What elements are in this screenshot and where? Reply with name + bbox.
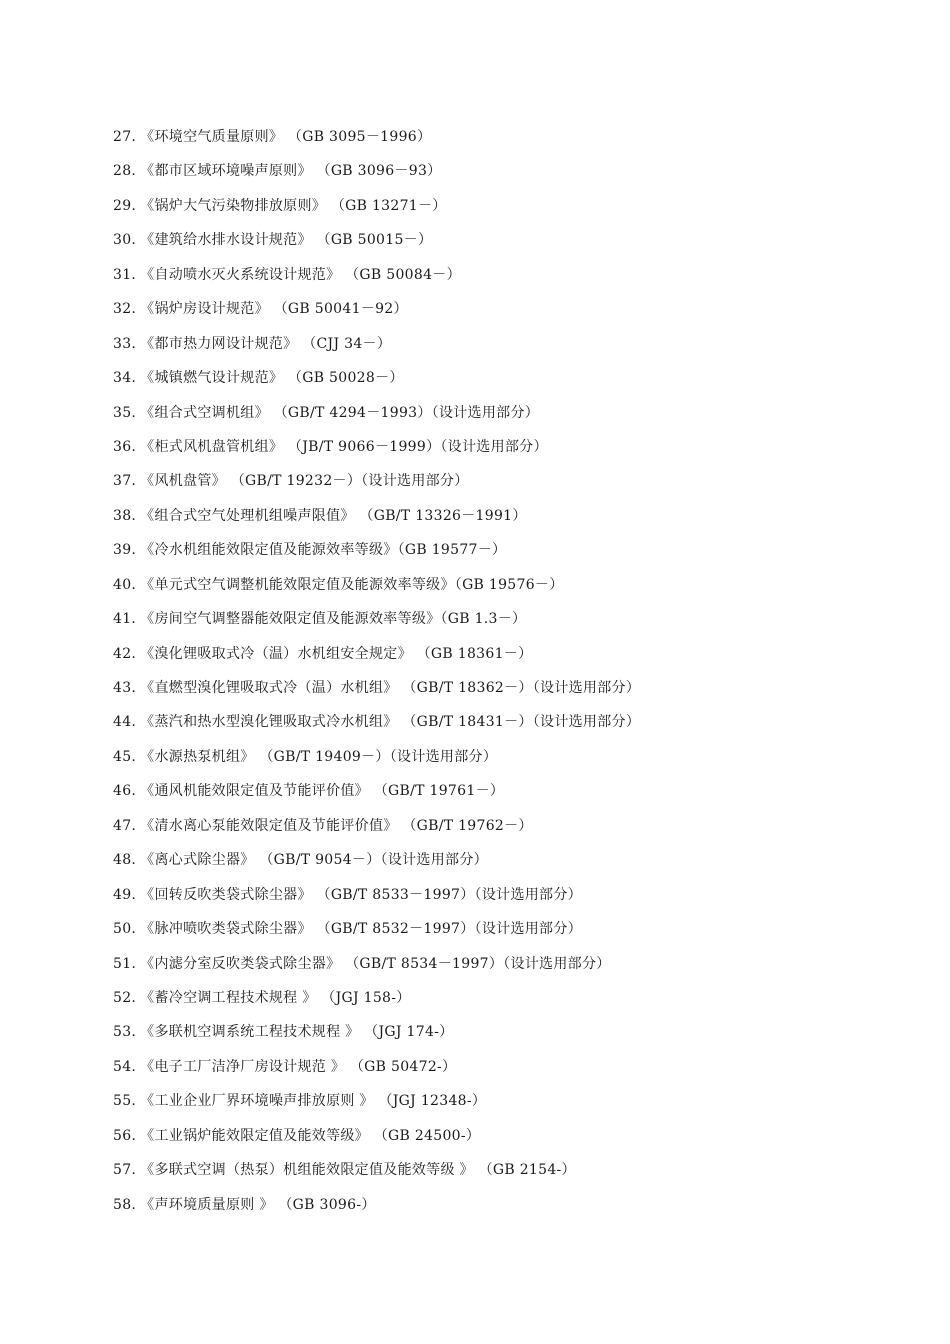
list-item xyxy=(113,158,640,192)
item-text: 《水源热泵机组》 （GB/T 19409－）（设计选用部分） xyxy=(140,748,498,765)
item-number: 44. xyxy=(113,714,137,731)
item-text: 《冷水机组能效限定值及能源效率等级》（GB 19577－） xyxy=(140,542,507,559)
item-number: 36. xyxy=(113,438,137,455)
list-item xyxy=(113,1088,640,1122)
item-text: 《城镇燃气设计规范》 （GB 50028－） xyxy=(140,370,404,387)
item-text: 《回转反吹类袋式除尘器》 （GB/T 8533－1997）（设计选用部分） xyxy=(140,886,582,903)
item-text: 《多联机空调系统工程技术规程 》 （JGJ 174-） xyxy=(140,1024,454,1041)
list-item xyxy=(113,641,640,675)
list-item xyxy=(113,1157,640,1191)
item-text: 《自动喷水灭火系统设计规范》 （GB 50084－） xyxy=(140,266,461,283)
list-item xyxy=(113,1192,640,1226)
item-number: 43. xyxy=(113,680,137,696)
list-item xyxy=(113,675,640,709)
list-item xyxy=(113,951,640,985)
list-item xyxy=(113,262,640,296)
list-item xyxy=(113,296,640,330)
list-item xyxy=(113,503,640,537)
item-text: 《离心式除尘器》 （GB/T 9054－）（设计选用部分） xyxy=(140,852,488,869)
item-text: 《工业锅炉能效限定值及能效等级》 （GB 24500-） xyxy=(140,1127,481,1144)
item-text: 《锅炉大气污染物排放原则》 （GB 13271－） xyxy=(140,197,447,214)
item-text: 《建筑给水排水设计规范》 （GB 50015－） xyxy=(140,232,433,249)
item-number: 47. xyxy=(113,817,137,834)
item-number: 50. xyxy=(113,921,137,938)
list-item xyxy=(113,985,640,1019)
item-text: 《环境空气质量原则》 （GB 3095－1996） xyxy=(140,129,432,145)
item-text: 《脉冲喷吹类袋式除尘器》 （GB/T 8532－1997）（设计选用部分） xyxy=(140,921,582,938)
item-number: 42. xyxy=(113,645,137,662)
item-text: 《电子工厂洁净厂房设计规范 》 （GB 50472-） xyxy=(140,1058,457,1075)
item-text: 《锅炉房设计规范》 （GB 50041－92） xyxy=(140,301,408,318)
item-text: 《都市热力网设计规范》 （CJJ 34－） xyxy=(140,335,392,352)
list-item xyxy=(113,847,640,881)
list-item xyxy=(113,709,640,743)
list-item xyxy=(113,916,640,950)
item-text: 《组合式空气处理机组噪声限值》 （GB/T 13326－1991） xyxy=(140,507,527,524)
item-number: 32. xyxy=(113,301,137,318)
item-text: 《蓄冷空调工程技术规程 》 （JGJ 158-） xyxy=(140,989,411,1006)
item-number: 34. xyxy=(113,370,137,387)
item-text: 《都市区域环境噪声原则》 （GB 3096－93） xyxy=(140,163,442,180)
item-number: 28. xyxy=(113,163,137,180)
item-number: 58. xyxy=(113,1196,137,1213)
item-text: 《房间空气调整器能效限定值及能源效率等级》（GB 1.3－） xyxy=(140,611,527,628)
list-item xyxy=(113,365,640,399)
item-number: 40. xyxy=(113,576,137,593)
item-number: 52. xyxy=(113,989,137,1006)
item-number: 29. xyxy=(113,197,137,214)
item-text: 《多联式空调（热泵）机组能效限定值及能效等级 》 （GB 2154-） xyxy=(140,1162,576,1179)
list-item xyxy=(113,778,640,812)
list-item xyxy=(113,1054,640,1088)
item-number: 45. xyxy=(113,748,137,765)
standards-list xyxy=(113,124,640,1226)
item-text: 《清水离心泵能效限定值及节能评价值》 （GB/T 19762－） xyxy=(140,817,533,834)
item-number: 31. xyxy=(113,266,137,283)
item-text: 《通风机能效限定值及节能评价值》 （GB/T 19761－） xyxy=(140,783,505,800)
item-text: 《蒸汽和热水型溴化锂吸取式冷水机组》 （GB/T 18431－）（设计选用部分） xyxy=(140,714,641,731)
list-item xyxy=(113,744,640,778)
list-item xyxy=(113,813,640,847)
item-number: 54. xyxy=(113,1058,137,1075)
list-item xyxy=(113,434,640,468)
item-text: 《溴化锂吸取式冷（温）水机组安全规定》 （GB 18361－） xyxy=(140,645,533,662)
list-item xyxy=(113,606,640,640)
item-number: 56. xyxy=(113,1127,137,1144)
item-text: 《单元式空气调整机能效限定值及能源效率等级》（GB 19576－） xyxy=(140,576,564,593)
list-item xyxy=(113,537,640,571)
item-number: 30. xyxy=(113,232,137,249)
item-number: 41. xyxy=(113,611,137,628)
item-number: 46. xyxy=(113,783,137,800)
item-text: 《直燃型溴化锂吸取式冷（温）水机组》 （GB/T 18362－）（设计选用部分） xyxy=(140,680,641,696)
list-item xyxy=(113,227,640,261)
list-item xyxy=(113,400,640,434)
item-text: 《柜式风机盘管机组》 （JB/T 9066－1999）（设计选用部分） xyxy=(140,438,548,455)
item-number: 55. xyxy=(113,1093,137,1110)
list-item xyxy=(113,468,640,502)
item-text: 《工业企业厂界环境噪声排放原则 》 （JGJ 12348-） xyxy=(140,1093,487,1110)
item-number: 33. xyxy=(113,335,137,352)
list-item xyxy=(113,1019,640,1053)
item-text: 《风机盘管》 （GB/T 19232－）（设计选用部分） xyxy=(140,473,469,490)
item-number: 38. xyxy=(113,507,137,524)
item-number: 37. xyxy=(113,473,137,490)
list-item xyxy=(113,882,640,916)
item-number: 35. xyxy=(113,404,137,421)
item-number: 57. xyxy=(113,1162,137,1179)
list-item xyxy=(113,1123,640,1157)
item-number: 48. xyxy=(113,852,137,869)
list-item xyxy=(113,331,640,365)
item-number: 39. xyxy=(113,542,137,559)
item-text: 《内滤分室反吹类袋式除尘器》 （GB/T 8534－1997）（设计选用部分） xyxy=(140,955,611,972)
item-number: 49. xyxy=(113,886,137,903)
item-number: 53. xyxy=(113,1024,137,1041)
list-item xyxy=(113,572,640,606)
item-number: 51. xyxy=(113,955,137,972)
list-item xyxy=(113,124,640,158)
item-number: 27. xyxy=(113,129,137,145)
item-text: 《组合式空调机组》 （GB/T 4294－1993）（设计选用部分） xyxy=(140,404,540,421)
item-text: 《声环境质量原则 》 （GB 3096-） xyxy=(140,1196,376,1213)
list-item xyxy=(113,193,640,227)
